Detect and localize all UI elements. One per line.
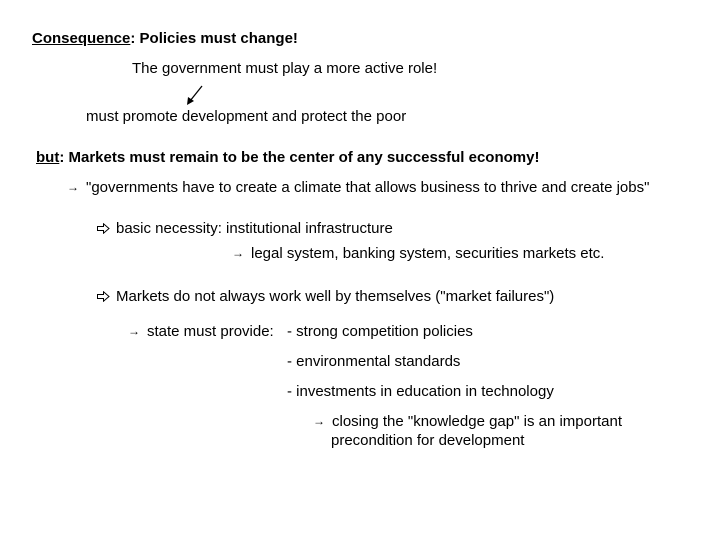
- hollow-right-arrow-icon: [97, 223, 110, 234]
- knowledge-gap-continuation: precondition for development: [331, 432, 525, 449]
- but-text: : Markets must remain to be the center of any successful economy!: [59, 149, 540, 166]
- government-role-text: The government must play a more active role!: [132, 60, 438, 77]
- knowledge-gap-text: closing the "knowledge gap" is an important: [332, 413, 622, 430]
- legal-system-text: legal system, banking system, securities markets etc.: [251, 245, 605, 262]
- market-failures-line: [97, 288, 554, 306]
- legal-system-line: [232, 245, 604, 263]
- basic-necessity-text: basic necessity: institutional infrastructure: [116, 220, 393, 237]
- but-heading: [36, 149, 539, 167]
- policy-item: - strong competition policies: [287, 323, 473, 340]
- promote-text: must promote development and protect the poor: [86, 108, 407, 125]
- consequence-heading: [32, 30, 298, 48]
- consequence-text: : Policies must change!: [130, 30, 298, 47]
- quote-text: "governments have to create a climate that allows business to thrive and create jobs": [86, 179, 650, 196]
- right-arrow-icon: →: [128, 324, 140, 338]
- right-arrow-icon: →: [232, 246, 244, 260]
- but-label: but: [36, 149, 60, 166]
- right-arrow-icon: →: [313, 414, 325, 428]
- knowledge-gap-line: [313, 413, 622, 431]
- state-provide-line: [128, 323, 274, 341]
- policy-item: - investments in education in technology: [287, 383, 554, 400]
- market-failures-text: Markets do not always work well by themselves ("market failures"): [116, 288, 555, 305]
- basic-necessity-line: [97, 220, 393, 238]
- diagonal-arrow-icon: [184, 84, 206, 106]
- quote-line: [67, 179, 649, 197]
- state-provide-text: state must provide:: [147, 323, 274, 340]
- right-arrow-icon: →: [67, 180, 79, 194]
- consequence-label: Consequence: [32, 30, 131, 47]
- policy-item: - environmental standards: [287, 353, 461, 370]
- hollow-right-arrow-icon: [97, 291, 110, 302]
